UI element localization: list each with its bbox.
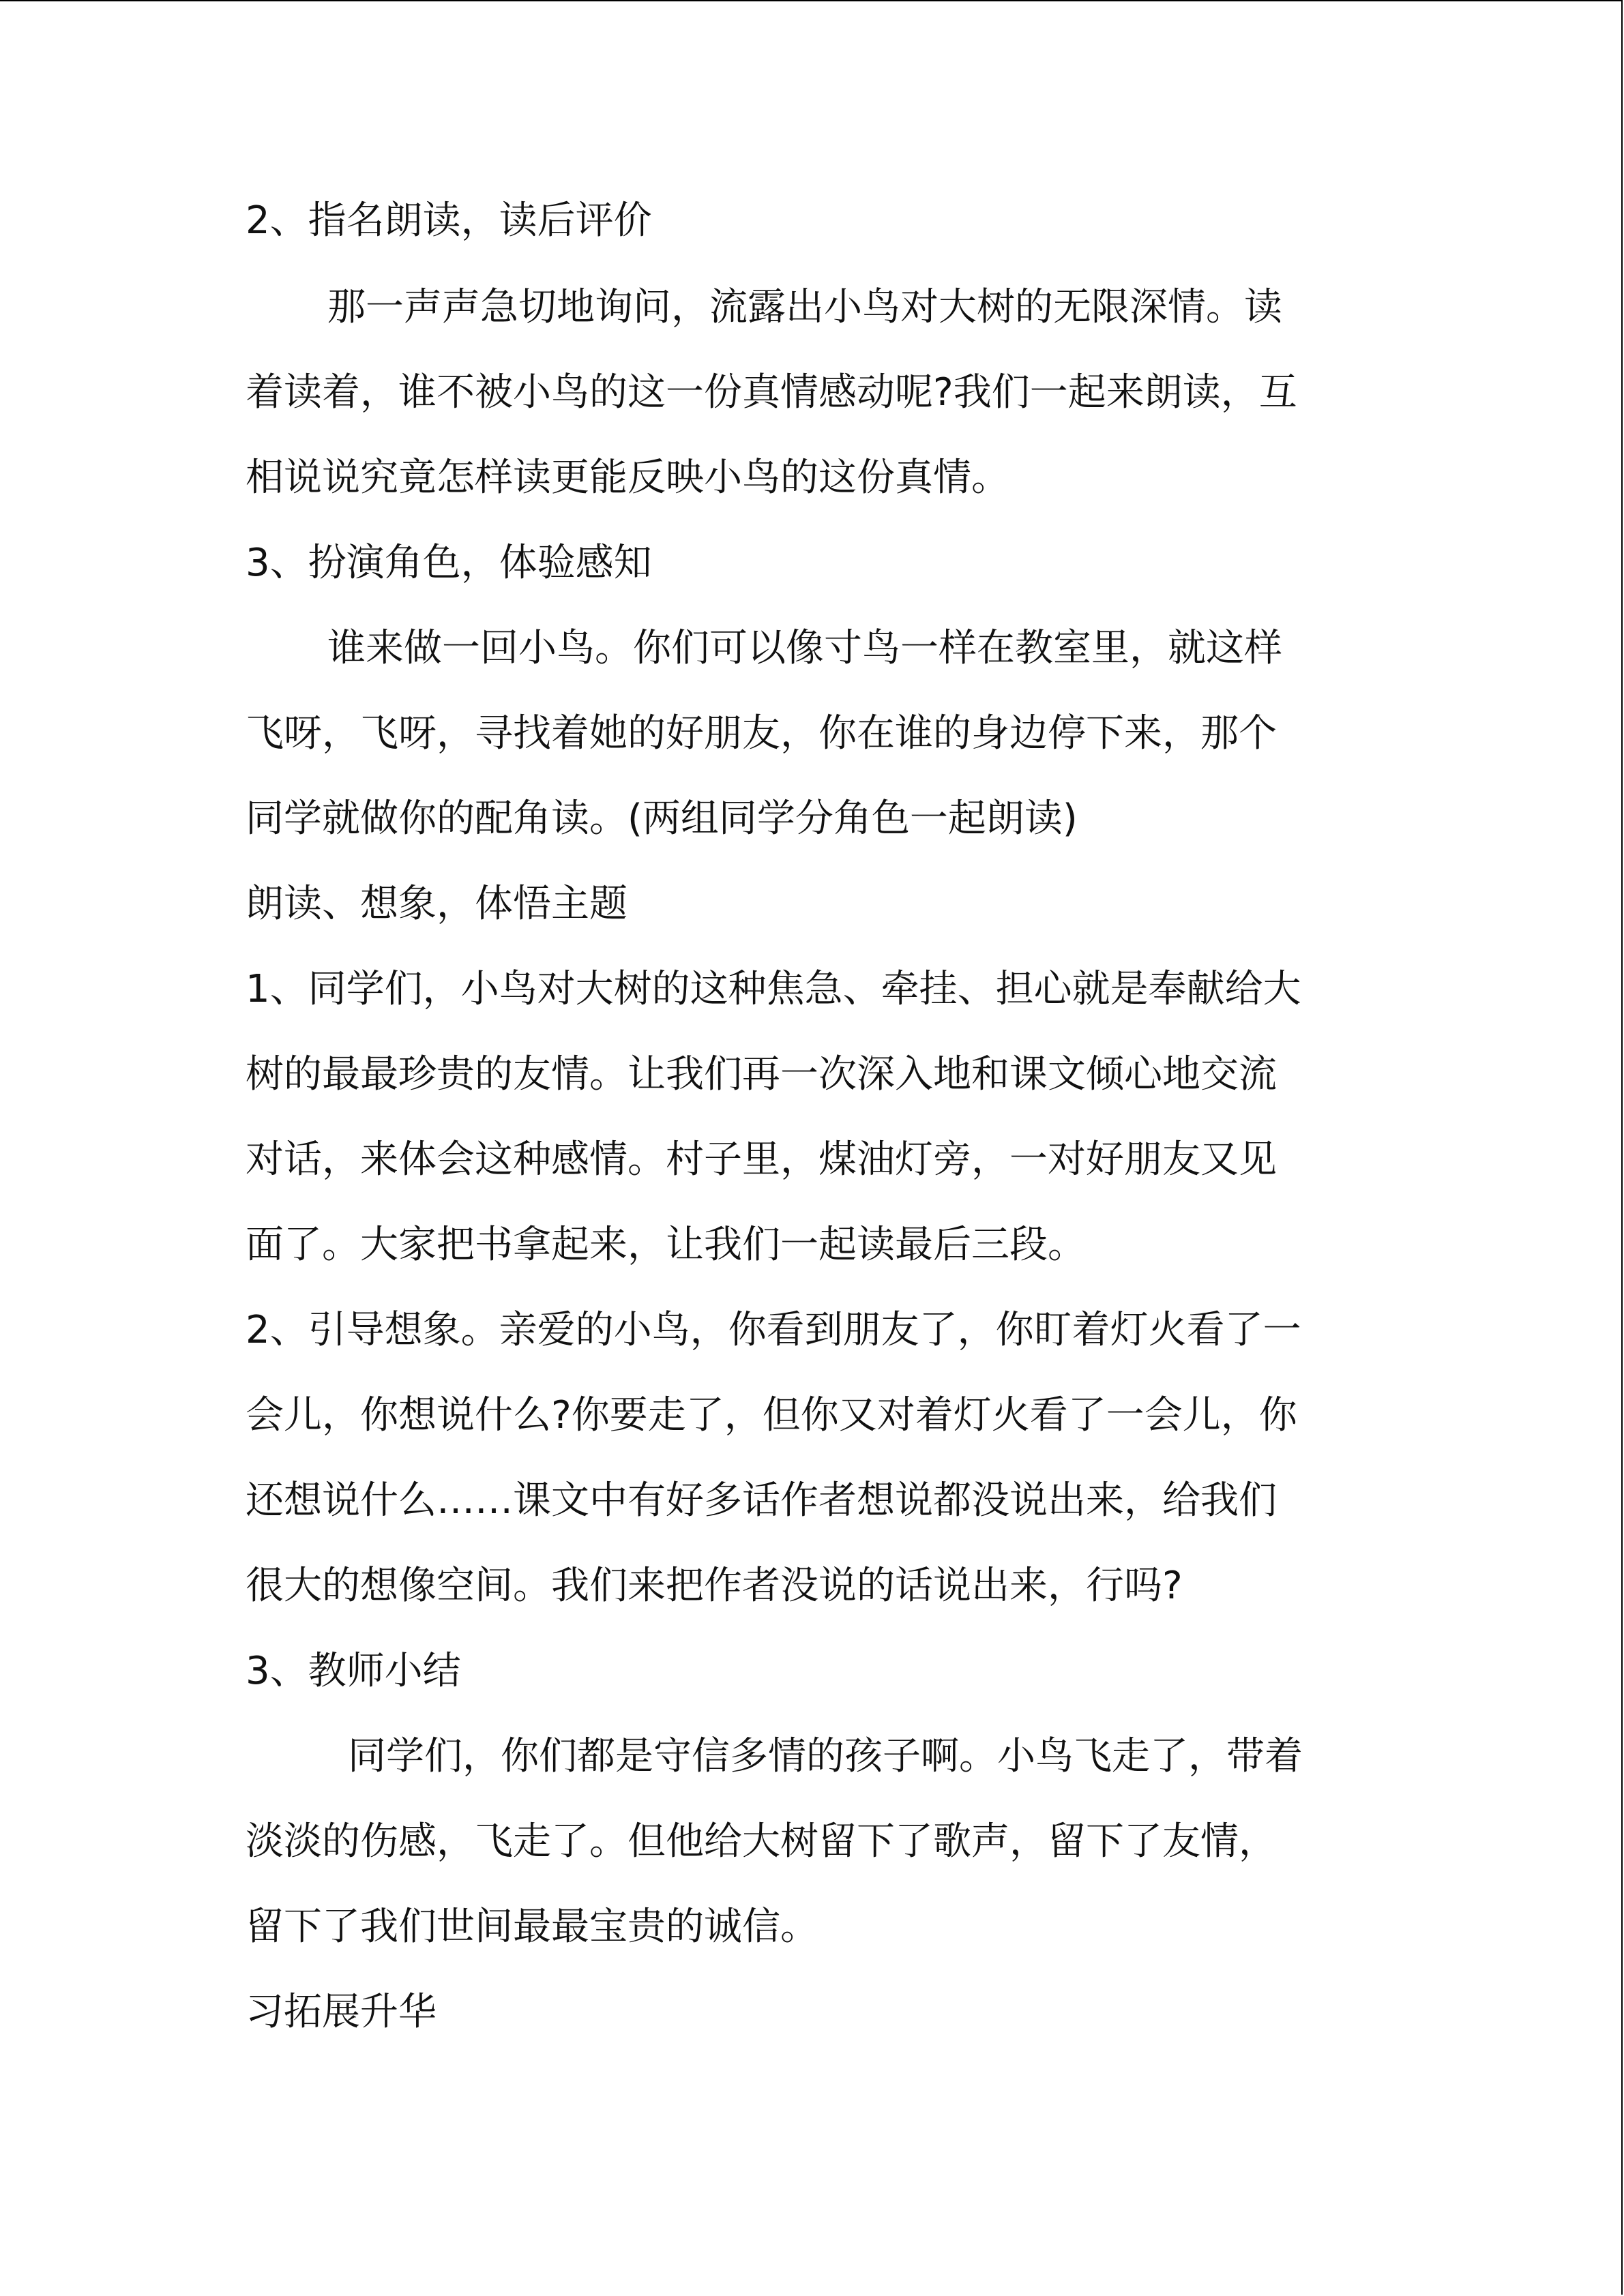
paragraph-line: 面了。大家把书拿起来，让我们一起读最后三段。	[246, 1223, 1086, 1267]
paragraph-line: 那一声声急切地询问，流露出小鸟对大树的无限深情。读	[327, 285, 1282, 329]
paragraph-line: 同学们，你们都是守信多情的孩子啊。小鸟飞走了，带着	[348, 1734, 1303, 1778]
heading-summary: 3、教师小结	[246, 1649, 461, 1693]
paragraph-line: 谁来做一回小鸟。你们可以像寸鸟一样在教室里，就这样	[327, 626, 1282, 670]
paragraph-line: 留下了我们世间最最宝贵的诚信。	[246, 1905, 818, 1949]
paragraph-line: 2、引导想象。亲爱的小鸟，你看到朋友了，你盯着灯火看了一	[246, 1308, 1301, 1352]
paragraph-line: 会儿，你想说什么?你要走了，但你又对着灯火看了一会儿，你	[246, 1393, 1297, 1437]
section-heading-theme: 朗读、想象，体悟主题	[246, 882, 628, 926]
heading-read-aloud: 2、指名朗读，读后评价	[246, 198, 652, 243]
paragraph-line: 同学就做你的配角读。(两组同学分角色一起朗读)	[246, 796, 1078, 841]
paragraph-line: 很大的想像空间。我们来把作者没说的话说出来，行吗?	[246, 1564, 1183, 1608]
paragraph-line: 1、同学们，小鸟对大树的这种焦急、牵挂、担心就是奉献给大	[246, 967, 1301, 1011]
paragraph-line: 飞呀，飞呀，寻找着她的好朋友，你在谁的身边停下来，那个	[246, 711, 1277, 756]
paragraph-line: 树的最最珍贵的友情。让我们再一次深入地和课文倾心地交流	[246, 1052, 1277, 1097]
paragraph-line: 还想说什么……课文中有好多话作者想说都没说出来，给我们	[246, 1478, 1277, 1523]
heading-role-play: 3、扮演角色，体验感知	[246, 541, 652, 585]
paragraph-line: 着读着，谁不被小鸟的这一份真情感动呢?我们一起来朗读，互	[246, 370, 1297, 415]
section-heading-extension: 习拓展升华	[246, 1990, 437, 2034]
paragraph-line: 对话，来体会这种感情。村子里，煤油灯旁，一对好朋友又见	[246, 1137, 1277, 1182]
paragraph-line: 淡淡的伤感，飞走了。但他给大树留下了歌声，留下了友情，	[246, 1819, 1277, 1864]
paragraph-line: 相说说究竟怎样读更能反映小鸟的这份真情。	[246, 456, 1009, 500]
